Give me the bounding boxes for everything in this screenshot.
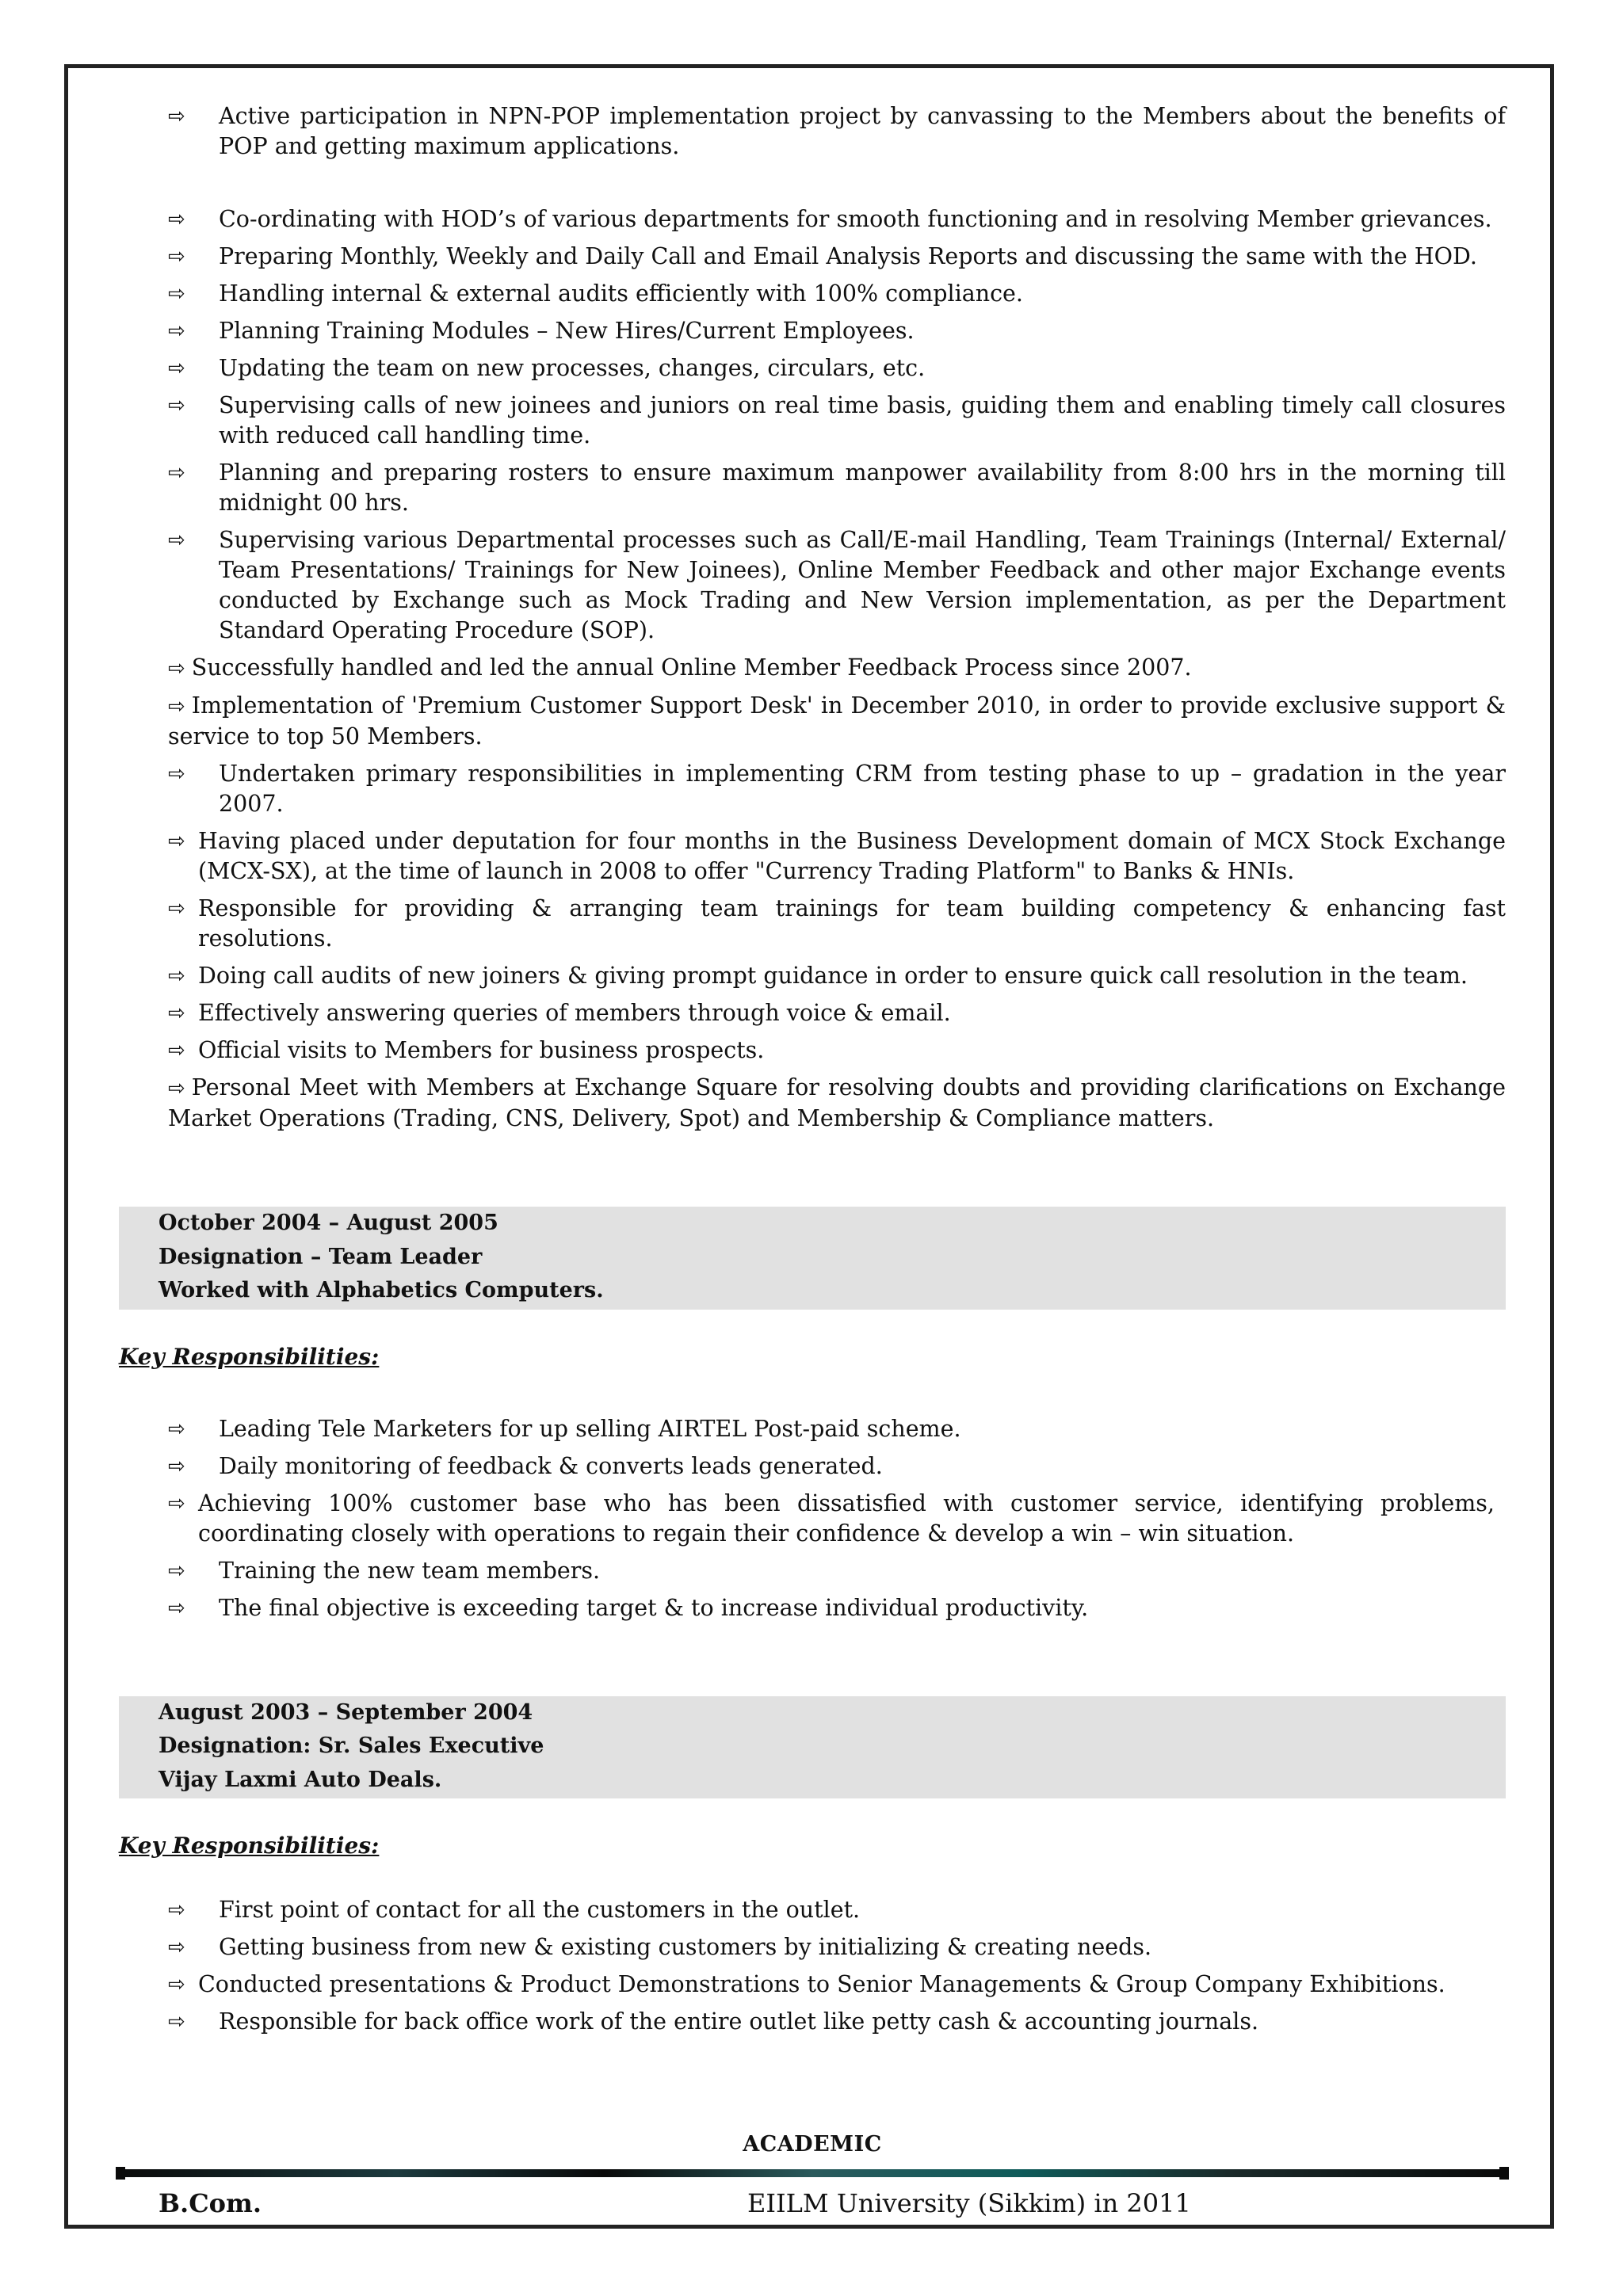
key-responsibilities-heading: Key Responsibilities: [119, 1833, 380, 1859]
arrow-icon: ⇨ [168, 830, 185, 853]
arrow-icon: ⇨ [168, 245, 185, 269]
arrow-icon: ⇨ [168, 2010, 185, 2034]
list-item: ⇨ Effectively answering queries of members through voice & email. [119, 998, 1506, 1028]
list-item: ⇨ Responsible for providing & arranging team trainings for team building competency & enhancing fast resolutions. [168, 895, 1506, 952]
arrow-icon: ⇨ [168, 282, 185, 306]
arrow-icon: ⇨ [168, 461, 185, 485]
arrow-icon: ⇨ [168, 1558, 185, 1583]
list-item: ⇨ Training the new team members. [119, 1556, 1506, 1586]
job-period: October 2004 – August 2005 [158, 1211, 498, 1235]
arrow-icon: ⇨ [168, 1491, 185, 1516]
arrow-icon: ⇨ [168, 897, 185, 921]
arrow-icon: ⇨ [168, 1077, 185, 1100]
list-item: ⇨ Handling internal & external audits efficiently with 100% compliance. [119, 279, 1506, 309]
list-item: ⇨ Having placed under deputation for four months in the Business Development domain of MCX Stock Exchange (MCX-SX), at the time of launch in 2008 to offer "Currency Trading Platform" to Banks & HNIs. [168, 828, 1506, 884]
list-item: ⇨ Supervising various Departmental processes such as Call/E-mail Handling, Team Trainings (Internal/ External/ Team Presentations/ Trainings for New Joinees), Online Member Feedback and other major Exchange events conducted by Exchange such as Mock Trading and New Version implementation, as per the Department Standard Operating Procedure (SOP). [168, 527, 1506, 643]
arrow-icon: ⇨ [168, 1001, 185, 1025]
arrow-icon: ⇨ [168, 394, 185, 418]
job-header-box [119, 1696, 1506, 1799]
list-item: ⇨ First point of contact for all the customers in the outlet. [119, 1895, 1506, 1925]
job-header-box [119, 1207, 1506, 1310]
arrow-icon: ⇨ [168, 762, 185, 786]
list-item: ⇨ Conducted presentations & Product Demonstrations to Senior Managements & Group Company Exhibitions. [119, 1970, 1506, 2000]
arrow-icon: ⇨ [168, 1454, 185, 1478]
arrow-icon: ⇨ [168, 357, 185, 380]
arrow-icon: ⇨ [168, 319, 185, 343]
job-company: Worked with Alphabetics Computers. [158, 1278, 604, 1302]
resume-content [119, 101, 1506, 2228]
list-item: ⇨ Planning and preparing rosters to ensure maximum manpower availability from 8:00 hrs in the morning till midnight 00 hrs. [168, 460, 1506, 516]
list-item: ⇨ Official visits to Members for business prospects. [119, 1035, 1506, 1066]
list-item: ⇨ Successfully handled and led the annual Online Member Feedback Process since 2007. [168, 654, 1192, 681]
job-company: Vijay Laxmi Auto Deals. [158, 1767, 442, 1792]
arrow-icon: ⇨ [168, 208, 185, 231]
list-item: ⇨ Daily monitoring of feedback & converts leads generated. [119, 1451, 1506, 1482]
arrow-icon: ⇨ [168, 1039, 185, 1062]
list-item: ⇨ Updating the team on new processes, changes, circulars, etc. [119, 353, 1506, 383]
job-designation: Designation: Sr. Sales Executive [158, 1733, 544, 1758]
list-item: ⇨ Supervising calls of new joinees and juniors on real time basis, guiding them and enabling timely call closures with reduced call handling time. [168, 392, 1506, 448]
arrow-icon: ⇨ [168, 1596, 185, 1620]
key-responsibilities-heading: Key Responsibilities: [119, 1343, 380, 1370]
list-item: ⇨ Active participation in NPN-POP implementation project by canvassing to the Members about the benefits of POP and getting maximum applications. [168, 103, 1506, 159]
list-item: ⇨ Co-ordinating with HOD’s of various departments for smooth functioning and in resolving Member grievances. [119, 204, 1506, 235]
list-item: ⇨ Preparing Monthly, Weekly and Daily Call and Email Analysis Reports and discussing the same with the HOD. [119, 242, 1506, 272]
academic-heading: ACADEMIC [743, 2132, 882, 2157]
institution: EIILM University (Sikkim) in 2011 [747, 2188, 1191, 2218]
job-designation: Designation – Team Leader [158, 1244, 483, 1269]
list-item: ⇨ Achieving 100% customer base who has been dissatisfied with customer service, identifying problems, coordinating closely with operations to regain their confidence & develop a win – win situation. [168, 1489, 1495, 1547]
arrow-icon: ⇨ [168, 657, 185, 681]
list-item: ⇨ Responsible for back office work of the entire outlet like petty cash & accounting journals. [119, 2007, 1506, 2037]
arrow-icon: ⇨ [168, 964, 185, 988]
list-item: ⇨ Getting business from new & existing customers by initializing & creating needs. [119, 1932, 1506, 1962]
degree: B.Com. [158, 2188, 262, 2218]
arrow-icon: ⇨ [168, 1417, 185, 1441]
job-period: August 2003 – September 2004 [158, 1699, 533, 1725]
list-item: ⇨ Undertaken primary responsibilities in implementing CRM from testing phase to up – gradation in the year 2007. [168, 761, 1506, 817]
list-item: ⇨ The final objective is exceeding target & to increase individual productivity. [119, 1593, 1506, 1623]
academic-row [119, 2188, 1506, 2228]
list-item: ⇨ Implementation of 'Premium Customer Support Desk' in December 2010, in order to provide exclusive support & service to top 50 Members. [168, 692, 1506, 749]
list-item: ⇨ Personal Meet with Members at Exchange Square for resolving doubts and providing clarifications on Exchange Market Operations (Trading, CNS, Delivery, Spot) and Membership & Compliance matters. [168, 1074, 1506, 1131]
arrow-icon: ⇨ [168, 1973, 185, 1997]
arrow-icon: ⇨ [168, 105, 185, 128]
list-item: ⇨ Leading Tele Marketers for up selling AIRTEL Post-paid scheme. [119, 1414, 1506, 1444]
arrow-icon: ⇨ [168, 528, 185, 552]
list-item: ⇨ Doing call audits of new joiners & giving prompt guidance in order to ensure quick call resolution in the team. [119, 961, 1506, 991]
arrow-icon: ⇨ [168, 695, 185, 719]
arrow-icon: ⇨ [168, 1936, 185, 1959]
section-divider [119, 2164, 1506, 2182]
list-item: ⇨ Planning Training Modules – New Hires/Current Employees. [119, 316, 1506, 346]
arrow-icon: ⇨ [168, 1898, 185, 1922]
